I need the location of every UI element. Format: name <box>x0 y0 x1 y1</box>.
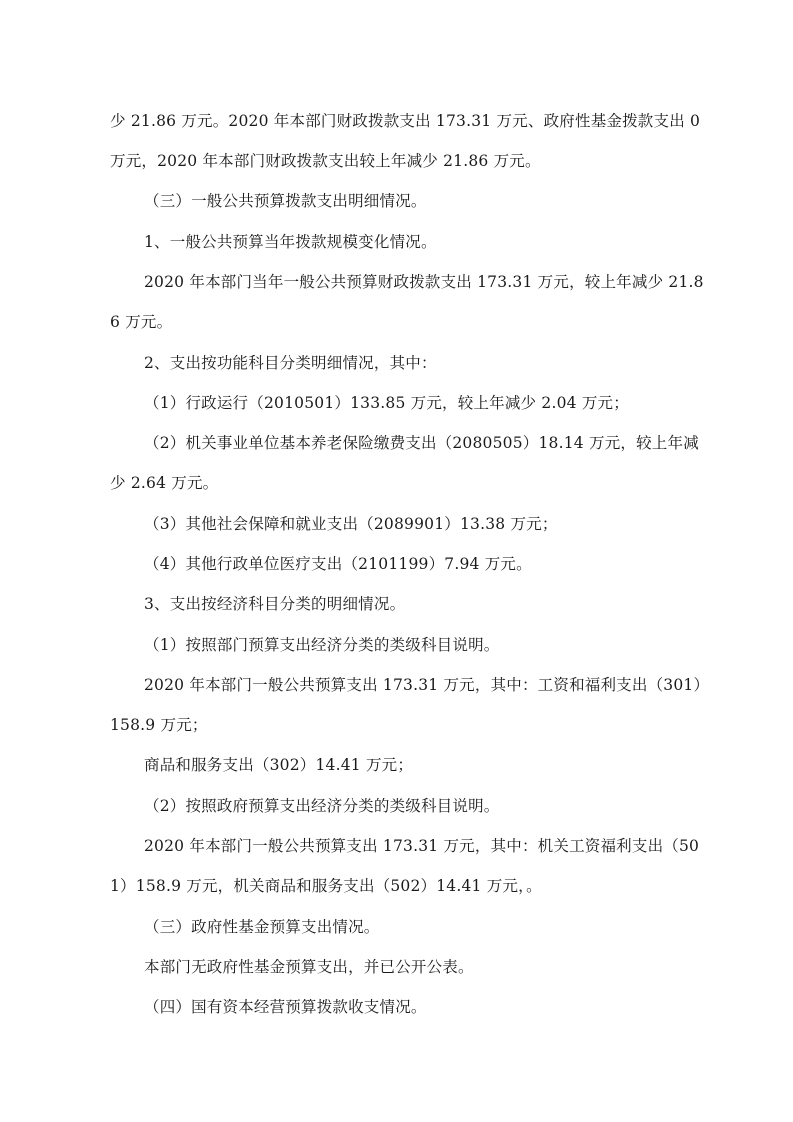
paragraph-line: 2020 年本部门一般公共预算支出 173.31 万元，其中：机关工资福利支出（50 <box>144 837 700 855</box>
subsection-heading: 3、支出按经济科目分类的明细情况。 <box>144 595 406 613</box>
paragraph-line: 万元，2020 年本部门财政拨款支出较上年减少 21.86 万元。 <box>110 152 541 170</box>
list-item: （1）按照部门预算支出经济分类的类级科目说明。 <box>144 636 500 654</box>
paragraph-line: 本部门无政府性基金预算支出，并已公开公表。 <box>144 958 474 976</box>
paragraph-line: 1）158.9 万元，机关商品和服务支出（502）14.41 万元，。 <box>110 877 542 895</box>
paragraph-line: 158.9 万元； <box>110 716 208 734</box>
paragraph-line: 2020 年本部门当年一般公共预算财政拨款支出 173.31 万元，较上年减少 21.8 <box>144 273 704 291</box>
paragraph-line: 少 21.86 万元。2020 年本部门财政拨款支出 173.31 万元、政府性基金拨款支出 0 <box>110 112 701 130</box>
subsection-heading: 2、支出按功能科目分类明细情况，其中： <box>144 354 437 372</box>
subsection-heading: 1、一般公共预算当年拨款规模变化情况。 <box>144 233 437 251</box>
paragraph-line: 商品和服务支出（302）14.41 万元； <box>144 756 414 774</box>
section-heading: （四）国有资本经营预算拨款收支情况。 <box>144 998 427 1016</box>
section-heading: （三）一般公共预算拨款支出明细情况。 <box>144 192 427 210</box>
paragraph-line: 少 2.64 万元。 <box>110 474 219 492</box>
list-item: （3）其他社会保障和就业支出（2089901）13.38 万元； <box>144 515 558 533</box>
list-item: （4）其他行政单位医疗支出（2101199）7.94 万元。 <box>144 555 532 573</box>
paragraph-line: 2020 年本部门一般公共预算支出 173.31 万元，其中：工资和福利支出（301） <box>144 676 710 694</box>
list-item: （2）按照政府预算支出经济分类的类级科目说明。 <box>144 797 500 815</box>
paragraph-line: 6 万元。 <box>110 313 173 331</box>
list-item: （1）行政运行（2010501）133.85 万元，较上年减少 2.04 万元； <box>144 394 629 412</box>
section-heading: （三）政府性基金预算支出情况。 <box>144 918 380 936</box>
list-item: （2）机关事业单位基本养老保险缴费支出（2080505）18.14 万元，较上年减 <box>144 434 699 452</box>
